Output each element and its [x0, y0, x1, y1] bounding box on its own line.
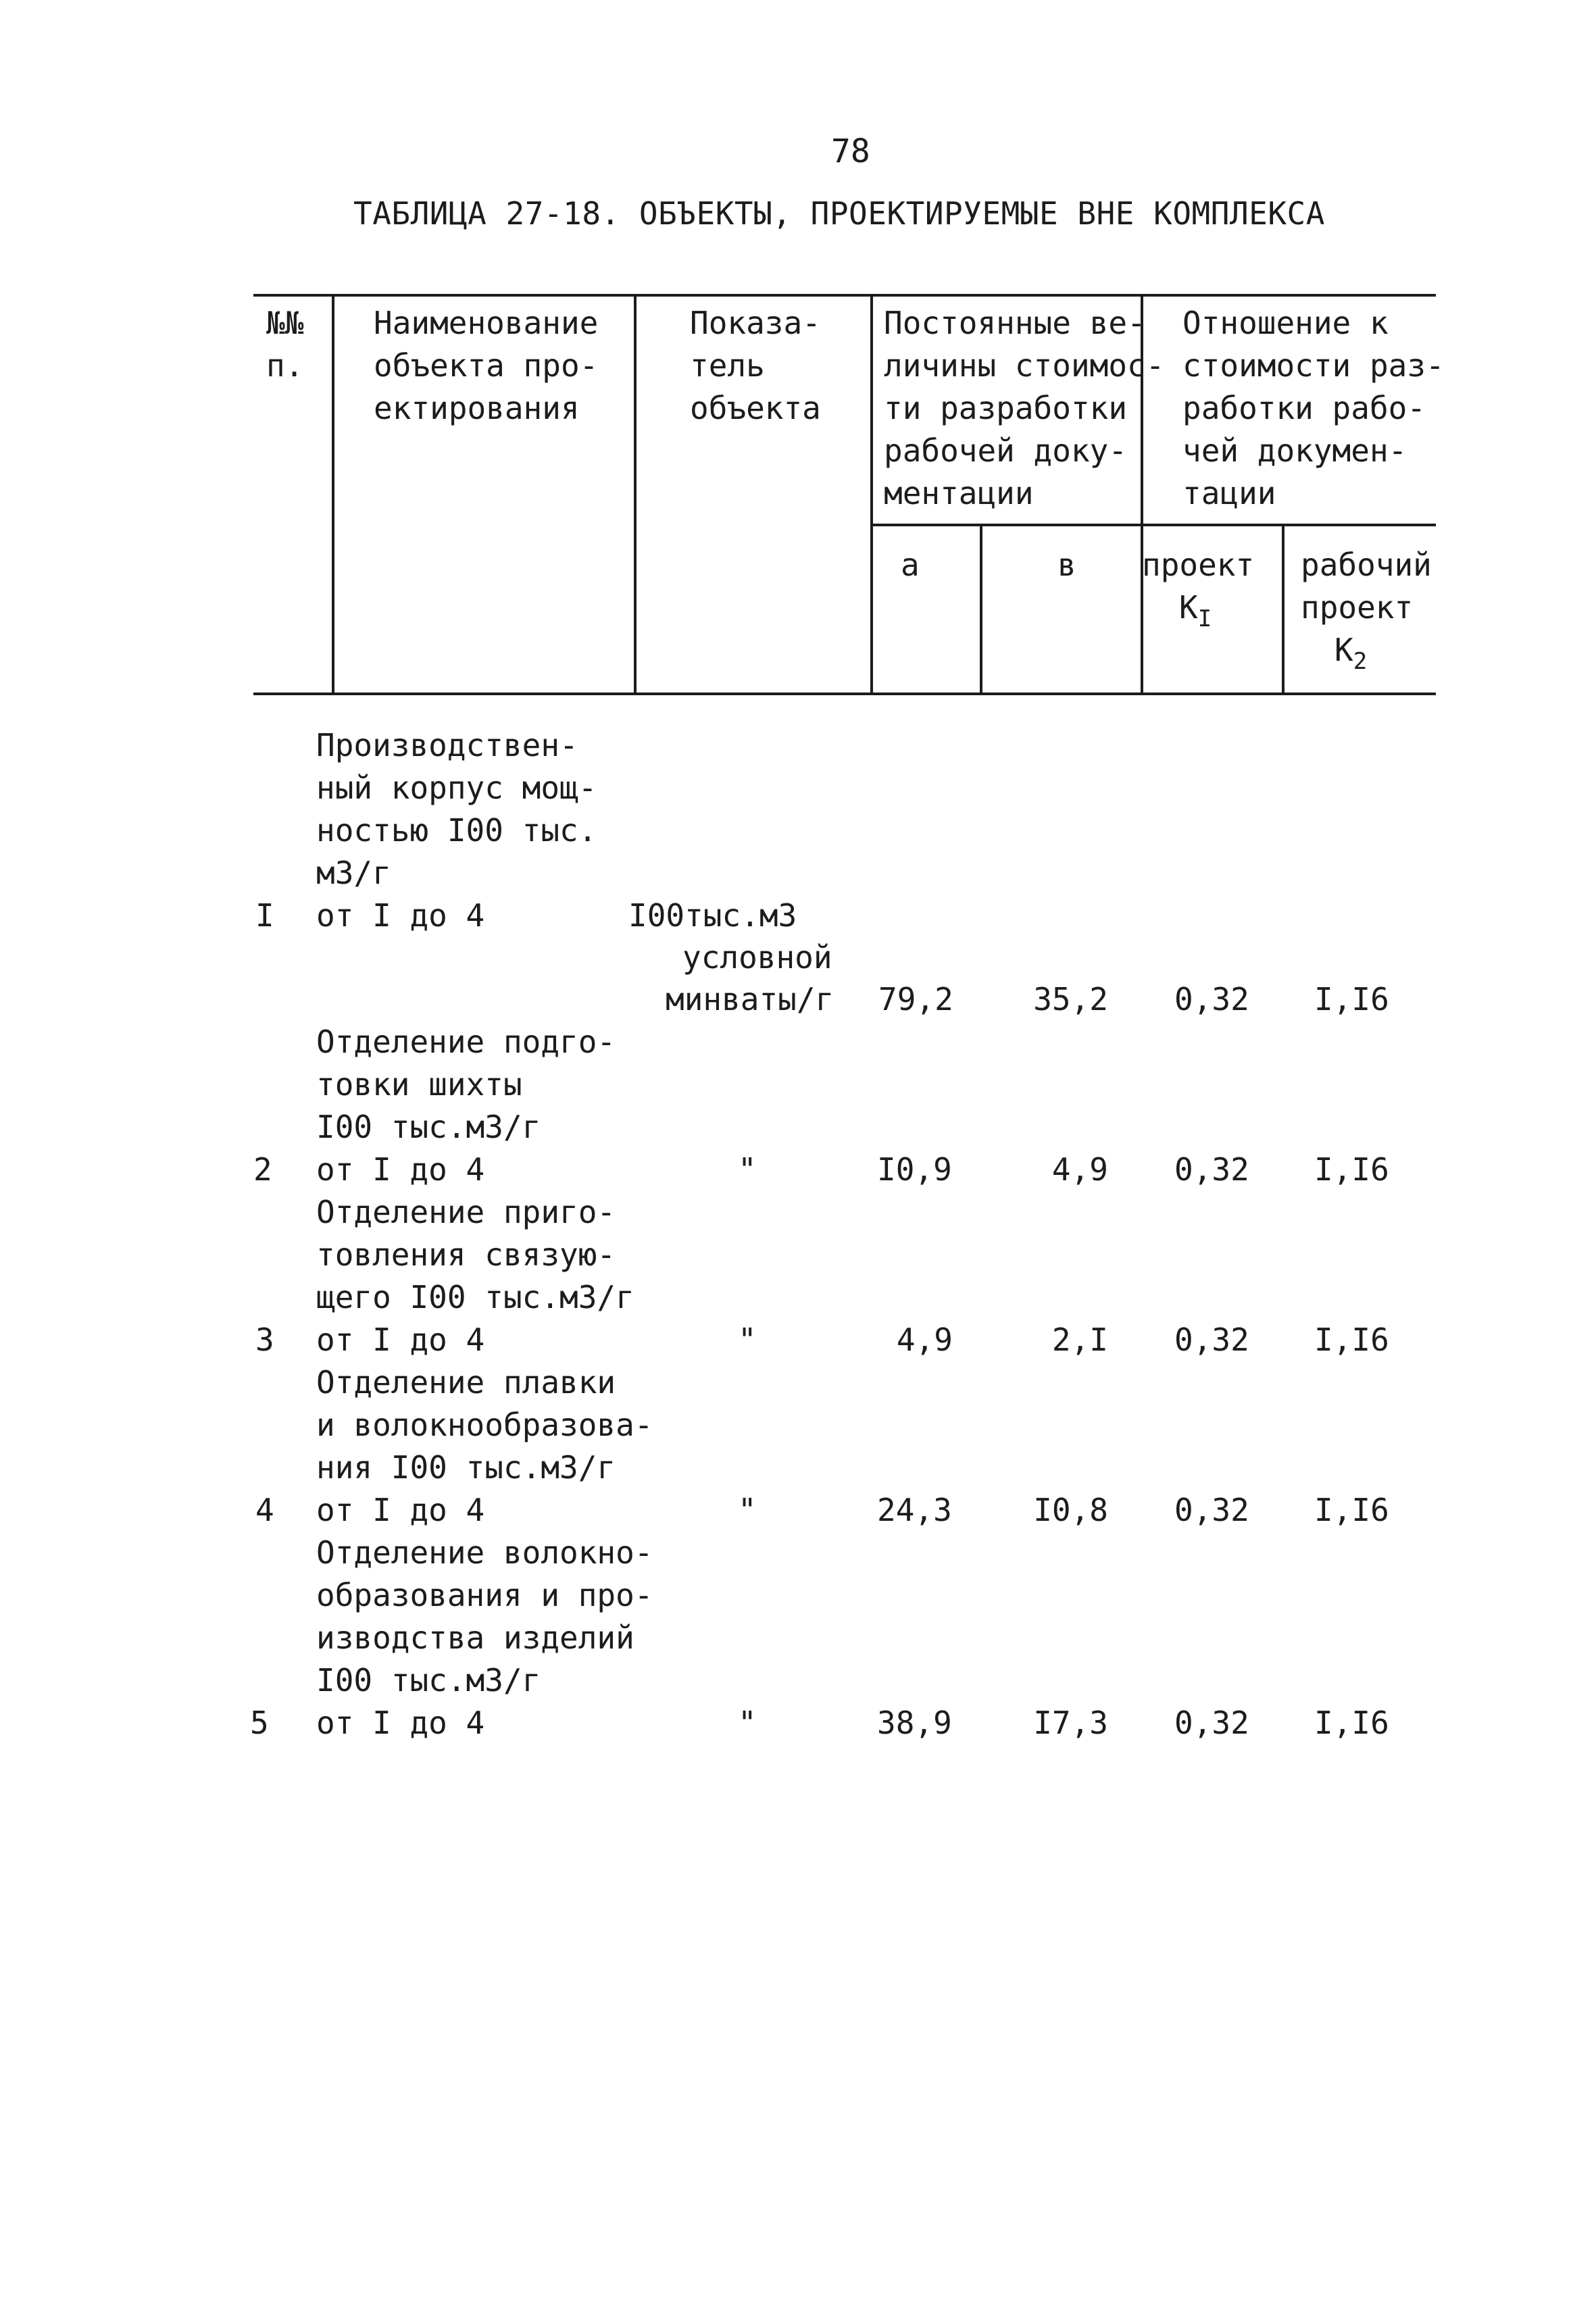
column-divider	[870, 294, 873, 695]
column-divider	[1282, 525, 1285, 695]
column-divider	[332, 294, 334, 695]
column-divider	[980, 525, 982, 695]
page-number: 78	[831, 132, 870, 170]
header-bottom-rule	[253, 693, 1436, 695]
header-split-rule	[872, 524, 1436, 526]
page-title: ТАБЛИЦА 27-18. ОБЪЕКТЫ, ПРОЕКТИРУЕМЫЕ ВНЕ КОМПЛЕКСА	[353, 195, 1325, 232]
column-divider	[634, 294, 637, 695]
header-col-v: в	[1057, 547, 1076, 583]
table-top-rule	[253, 294, 1436, 297]
header-col-a: а	[901, 547, 920, 583]
